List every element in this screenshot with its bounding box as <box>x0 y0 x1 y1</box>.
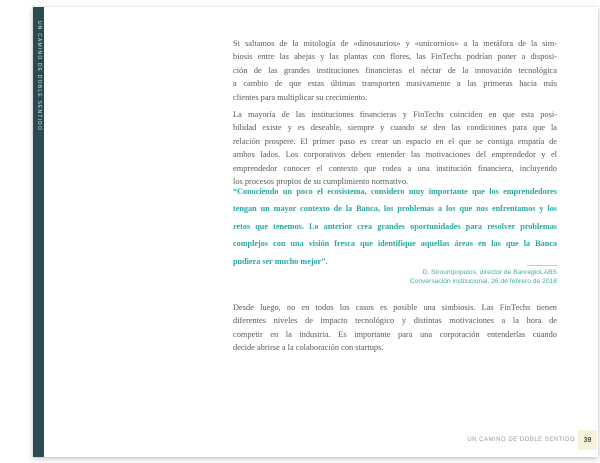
text-line: ción de las grandes instituciones financieras el néctar de la innovación tecnológica <box>233 65 557 75</box>
spine-text: UN CAMINO DE DOBLE SENTIDO <box>36 21 42 132</box>
document-page <box>33 7 598 457</box>
text-line: decide abrirse a la colaboración con startups. <box>233 343 384 353</box>
text-line: ambos lados. Los corporativos deben entender las motivaciones del emprendedor y el <box>233 150 557 160</box>
text-line: “Conociendo un poco el ecosistema, considero muy importante que los emprendedores <box>233 187 557 196</box>
text-line: biosis entre las abejas y las plantas con flores, las FinTechs podrían poner a disposi- <box>233 52 557 62</box>
pull-quote <box>233 183 557 270</box>
text-line: relación prospere. El primer paso es crear un espacio en el que se consiga empatía de <box>233 136 557 146</box>
attribution-source: Conversación institucional, 26 de febrero de 2018 <box>409 278 557 286</box>
text-line: complejos con una visión fresca que identifique aquellas áreas en las que la Banca <box>233 239 557 249</box>
text-line: Desde luego, no en todos los casos es posible una simbiosis. Las FinTechs tienen <box>233 303 557 312</box>
text-line: los procesos propios de su cumplimiento normativo. <box>233 176 409 186</box>
text-line: tengan un mayor contexto de la Banca, los problemas a los que nos enfrentamos y los <box>233 204 557 214</box>
text-line: La mayoría de las instituciones financieras y FinTechs coinciden en que esta posi- <box>233 110 557 119</box>
paragraph-1 <box>233 37 557 104</box>
footer-chapter-label: UN CAMINO DE DOBLE SENTIDO <box>467 437 575 443</box>
quote-attribution <box>233 268 557 287</box>
text-line: retos que tenemos. Lo anterior crea grandes oportunidades para resolver problemas <box>233 221 557 231</box>
text-line: emprendedor conocer el contexto que rodea a una institución financiera, incluyendo <box>233 163 557 173</box>
attribution-divider <box>527 265 557 266</box>
text-line: diferentes niveles de impacto tecnológico y distintas motivaciones a la hora de <box>233 316 557 326</box>
page-number: 39 <box>583 436 592 444</box>
text-line: a cambio de que estas últimas transporten masivamente a las primeras hacia más <box>233 79 557 89</box>
text-line: Si saltamos de la mitología de «dinosaurios» y «unicornios» a la metáfora de la sim- <box>233 39 557 48</box>
attribution-author: D. Stroumpopulos, director de BanregioLABS <box>422 269 557 276</box>
paragraph-3 <box>233 301 557 355</box>
text-line: clientes para multiplicar su crecimiento. <box>233 92 368 102</box>
spine-bar <box>33 7 44 457</box>
paragraph-2 <box>233 108 557 188</box>
page-number-badge <box>578 430 597 450</box>
text-line: competir en la industria. Es importante para una corporación entenderlas cuando <box>233 329 557 339</box>
text-line: bilidad existe y es deseable, siempre y cuando se den las condiciones para que la <box>233 123 557 133</box>
text-line: pudiera ser mucho mejor”. <box>233 256 328 266</box>
